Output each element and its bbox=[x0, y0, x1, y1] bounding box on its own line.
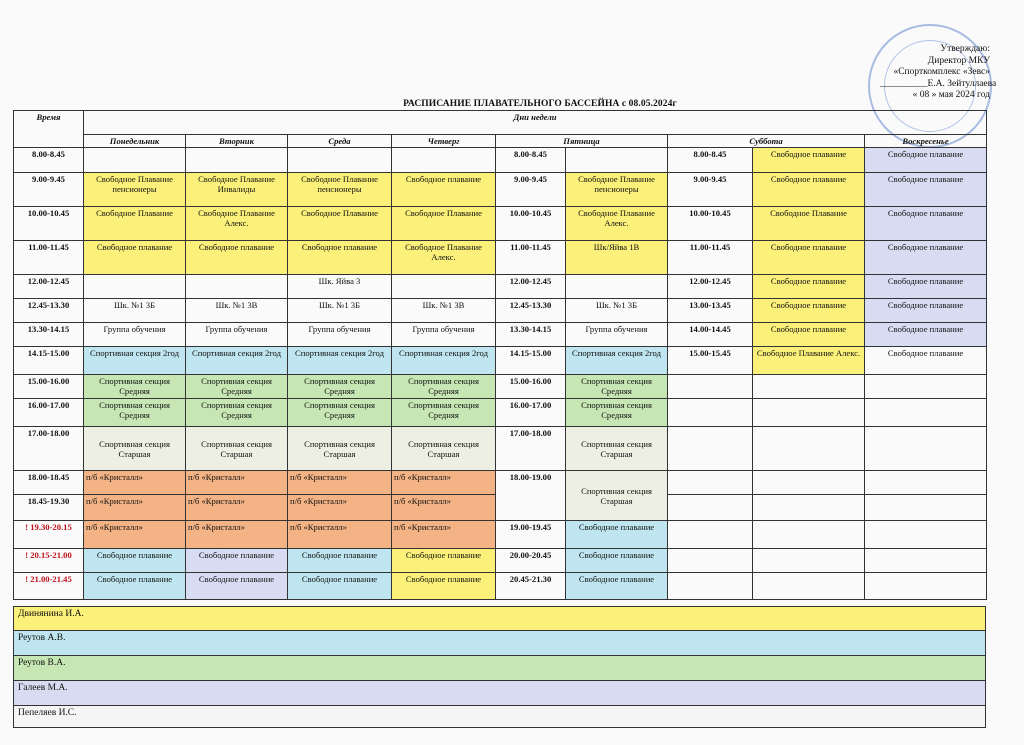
cell-thursday: Свободное Плавание Алекс. bbox=[392, 241, 496, 275]
cell-sunday bbox=[865, 521, 987, 549]
cell-friday-time: 10.00-10.45 bbox=[496, 207, 566, 241]
cell-saturday-time bbox=[668, 521, 753, 549]
cell-friday-time: 20.45-21.30 bbox=[496, 573, 566, 600]
staff-name: Двинянина И.А. bbox=[13, 606, 986, 631]
approval-line: Директор МКУ bbox=[927, 55, 990, 66]
cell-friday-time: 8.00-8.45 bbox=[496, 148, 566, 173]
cell-saturday bbox=[753, 399, 865, 427]
cell-tuesday: Спортивная секция Средняя bbox=[186, 399, 288, 427]
approval-line: __________Е.А. Зейтуллаева bbox=[880, 78, 997, 89]
cell-saturday: Свободное плавание bbox=[753, 299, 865, 323]
header-day-thursday: Четверг bbox=[392, 135, 496, 148]
cell-friday-time: 18.00-19.00 bbox=[496, 471, 566, 521]
cell-saturday-time bbox=[668, 399, 753, 427]
cell-saturday-time bbox=[668, 573, 753, 600]
cell-friday-time: 13.30-14.15 bbox=[496, 323, 566, 347]
cell-tuesday: Свободное плавание bbox=[186, 573, 288, 600]
cell-monday: Свободное Плавание bbox=[84, 207, 186, 241]
cell-monday: Спортивная секция Старшая bbox=[84, 427, 186, 471]
row-time: ! 20.15-21.00 bbox=[14, 549, 84, 573]
cell-tuesday: Спортивная секция Средняя bbox=[186, 375, 288, 399]
cell-sunday: Свободное плавание bbox=[865, 148, 987, 173]
cell-thursday: Спортивная секция Старшая bbox=[392, 427, 496, 471]
cell-saturday bbox=[753, 427, 865, 471]
cell-saturday bbox=[753, 549, 865, 573]
cell-friday-time: 12.45-13.30 bbox=[496, 299, 566, 323]
cell-sunday bbox=[865, 375, 987, 399]
cell-saturday bbox=[753, 521, 865, 549]
cell-saturday-time: 12.00-12.45 bbox=[668, 275, 753, 299]
cell-thursday: п/б «Кристалл» bbox=[392, 495, 496, 521]
schedule-table bbox=[13, 110, 987, 600]
cell-sunday: Свободное плавание bbox=[865, 241, 987, 275]
header-day-friday: Пятница bbox=[496, 135, 668, 148]
cell-tuesday: Шк. №1 3В bbox=[186, 299, 288, 323]
approval-line: « 08 » мая 2024 год bbox=[912, 90, 990, 100]
approval-line: Утверждаю: bbox=[940, 44, 990, 54]
header-day-tuesday: Вторник bbox=[186, 135, 288, 148]
cell-tuesday bbox=[186, 148, 288, 173]
cell-wednesday: п/б «Кристалл» bbox=[288, 495, 392, 521]
row-time: 18.45-19.30 bbox=[14, 495, 84, 521]
cell-wednesday: Группа обучения bbox=[288, 323, 392, 347]
cell-wednesday: п/б «Кристалл» bbox=[288, 471, 392, 495]
document-title: РАСПИСАНИЕ ПЛАВАТЕЛЬНОГО БАССЕЙНА с 08.05.2024г bbox=[403, 99, 677, 109]
cell-friday-time: 20.00-20.45 bbox=[496, 549, 566, 573]
cell-saturday-time: 10.00-10.45 bbox=[668, 207, 753, 241]
cell-thursday: Шк. №1 3В bbox=[392, 299, 496, 323]
header-time: Время bbox=[14, 111, 84, 148]
cell-thursday: п/б «Кристалл» bbox=[392, 521, 496, 549]
cell-friday: Свободное плавание bbox=[566, 549, 668, 573]
cell-friday-time: 14.15-15.00 bbox=[496, 347, 566, 375]
cell-saturday bbox=[753, 471, 865, 495]
row-time: ! 21.00-21.45 bbox=[14, 573, 84, 600]
cell-friday: Свободное Плавание Алекс. bbox=[566, 207, 668, 241]
cell-saturday: Свободное плавание bbox=[753, 241, 865, 275]
cell-friday: Свободное плавание bbox=[566, 573, 668, 600]
cell-saturday bbox=[753, 495, 865, 521]
cell-wednesday: Свободное плавание bbox=[288, 573, 392, 600]
approval-line: «Спорткомплекс «Зевс» bbox=[893, 67, 990, 77]
staff-name: Пепеляев И.С. bbox=[13, 706, 986, 728]
cell-sunday bbox=[865, 427, 987, 471]
cell-monday: Свободное плавание bbox=[84, 549, 186, 573]
cell-saturday: Свободное плавание bbox=[753, 173, 865, 207]
cell-saturday: Свободное Плавание bbox=[753, 207, 865, 241]
cell-saturday: Свободное плавание bbox=[753, 275, 865, 299]
row-time: 12.45-13.30 bbox=[14, 299, 84, 323]
cell-tuesday: п/б «Кристалл» bbox=[186, 471, 288, 495]
cell-sunday bbox=[865, 399, 987, 427]
cell-friday: Спортивная секция 2год bbox=[566, 347, 668, 375]
staff-name: Реутов В.А. bbox=[13, 656, 986, 681]
cell-wednesday: Свободное плавание bbox=[288, 549, 392, 573]
cell-tuesday: п/б «Кристалл» bbox=[186, 521, 288, 549]
cell-tuesday: Свободное плавание bbox=[186, 241, 288, 275]
cell-saturday bbox=[753, 375, 865, 399]
cell-friday-time: 9.00-9.45 bbox=[496, 173, 566, 207]
cell-saturday-time bbox=[668, 427, 753, 471]
header-day-saturday: Суббота bbox=[668, 135, 865, 148]
cell-friday: Спортивная секция Старшая bbox=[566, 471, 668, 521]
header-day-sunday: Воскресенье bbox=[865, 135, 987, 148]
staff-name: Галеев М.А. bbox=[13, 681, 986, 706]
cell-wednesday: Спортивная секция Средняя bbox=[288, 399, 392, 427]
cell-friday-time: 15.00-16.00 bbox=[496, 375, 566, 399]
cell-sunday: Свободное плавание bbox=[865, 173, 987, 207]
staff-name: Реутов А.В. bbox=[13, 631, 986, 656]
cell-thursday: Свободное Плавание bbox=[392, 207, 496, 241]
cell-saturday: Свободное плавание bbox=[753, 148, 865, 173]
cell-monday: п/б «Кристалл» bbox=[84, 471, 186, 495]
row-time: 12.00-12.45 bbox=[14, 275, 84, 299]
cell-monday bbox=[84, 275, 186, 299]
cell-thursday: Спортивная секция Средняя bbox=[392, 375, 496, 399]
header-days-of-week: Дни недели bbox=[84, 111, 987, 135]
cell-friday-time: 16.00-17.00 bbox=[496, 399, 566, 427]
cell-monday: Свободное Плавание пенсионеры bbox=[84, 173, 186, 207]
cell-wednesday: Шк. №1 3Б bbox=[288, 299, 392, 323]
cell-monday: Спортивная секция Средняя bbox=[84, 399, 186, 427]
cell-thursday bbox=[392, 148, 496, 173]
cell-friday-time: 19.00-19.45 bbox=[496, 521, 566, 549]
cell-saturday-time: 8.00-8.45 bbox=[668, 148, 753, 173]
cell-friday: Спортивная секция Старшая bbox=[566, 427, 668, 471]
cell-sunday bbox=[865, 471, 987, 495]
cell-sunday bbox=[865, 573, 987, 600]
cell-sunday: Свободное плавание bbox=[865, 347, 987, 375]
cell-friday-time: 11.00-11.45 bbox=[496, 241, 566, 275]
cell-thursday: Группа обучения bbox=[392, 323, 496, 347]
cell-thursday: Спортивная секция 2год bbox=[392, 347, 496, 375]
header-day-wednesday: Среда bbox=[288, 135, 392, 148]
cell-saturday-time: 15.00-15.45 bbox=[668, 347, 753, 375]
cell-sunday: Свободное плавание bbox=[865, 299, 987, 323]
row-time: 11.00-11.45 bbox=[14, 241, 84, 275]
cell-tuesday: Свободное плавание bbox=[186, 549, 288, 573]
cell-saturday-time: 11.00-11.45 bbox=[668, 241, 753, 275]
cell-saturday-time: 9.00-9.45 bbox=[668, 173, 753, 207]
cell-sunday bbox=[865, 549, 987, 573]
cell-thursday: Свободное плавание bbox=[392, 173, 496, 207]
cell-tuesday: Спортивная секция Старшая bbox=[186, 427, 288, 471]
row-time: 17.00-18.00 bbox=[14, 427, 84, 471]
cell-saturday-time bbox=[668, 375, 753, 399]
cell-saturday: Свободное плавание bbox=[753, 323, 865, 347]
cell-wednesday: Шк. Яйва 3 bbox=[288, 275, 392, 299]
cell-monday: Свободное плавание bbox=[84, 573, 186, 600]
row-time: 18.00-18.45 bbox=[14, 471, 84, 495]
cell-saturday-time: 14.00-14.45 bbox=[668, 323, 753, 347]
cell-monday: п/б «Кристалл» bbox=[84, 521, 186, 549]
cell-friday: Свободное плавание bbox=[566, 521, 668, 549]
cell-friday-time: 12.00-12.45 bbox=[496, 275, 566, 299]
cell-friday: Свободное Плавание пенсионеры bbox=[566, 173, 668, 207]
row-time: 8.00-8.45 bbox=[14, 148, 84, 173]
cell-monday bbox=[84, 148, 186, 173]
cell-wednesday bbox=[288, 148, 392, 173]
cell-friday bbox=[566, 275, 668, 299]
row-time: 15.00-16.00 bbox=[14, 375, 84, 399]
cell-tuesday bbox=[186, 275, 288, 299]
cell-friday-time: 17.00-18.00 bbox=[496, 427, 566, 471]
cell-thursday bbox=[392, 275, 496, 299]
cell-tuesday: Свободное Плавание Инвалиды bbox=[186, 173, 288, 207]
cell-monday: Спортивная секция 2год bbox=[84, 347, 186, 375]
cell-sunday: Свободное плавание bbox=[865, 275, 987, 299]
cell-friday bbox=[566, 148, 668, 173]
cell-thursday: п/б «Кристалл» bbox=[392, 471, 496, 495]
staff-list bbox=[13, 606, 986, 728]
cell-monday: Спортивная секция Средняя bbox=[84, 375, 186, 399]
cell-sunday bbox=[865, 495, 987, 521]
row-time: 10.00-10.45 bbox=[14, 207, 84, 241]
cell-friday: Группа обучения bbox=[566, 323, 668, 347]
cell-tuesday: Группа обучения bbox=[186, 323, 288, 347]
cell-saturday-time bbox=[668, 549, 753, 573]
cell-saturday: Свободное Плавание Алекс. bbox=[753, 347, 865, 375]
cell-wednesday: п/б «Кристалл» bbox=[288, 521, 392, 549]
cell-friday: Шк/Яйва 1В bbox=[566, 241, 668, 275]
cell-friday: Спортивная секция Средняя bbox=[566, 399, 668, 427]
header-day-monday: Понедельник bbox=[84, 135, 186, 148]
cell-saturday-time bbox=[668, 471, 753, 495]
cell-tuesday: п/б «Кристалл» bbox=[186, 495, 288, 521]
cell-thursday: Спортивная секция Средняя bbox=[392, 399, 496, 427]
cell-friday: Шк. №1 3Б bbox=[566, 299, 668, 323]
cell-monday: Шк. №1 3Б bbox=[84, 299, 186, 323]
approval-block bbox=[880, 44, 997, 102]
cell-friday: Спортивная секция Средняя bbox=[566, 375, 668, 399]
cell-wednesday: Свободное Плавание пенсионеры bbox=[288, 173, 392, 207]
row-time: 9.00-9.45 bbox=[14, 173, 84, 207]
cell-thursday: Свободное плавание bbox=[392, 549, 496, 573]
cell-saturday-time bbox=[668, 495, 753, 521]
cell-saturday-time: 13.00-13.45 bbox=[668, 299, 753, 323]
row-time: 13.30-14.15 bbox=[14, 323, 84, 347]
cell-tuesday: Спортивная секция 2год bbox=[186, 347, 288, 375]
row-time: ! 19.30-20.15 bbox=[14, 521, 84, 549]
cell-wednesday: Свободное Плавание bbox=[288, 207, 392, 241]
cell-monday: Группа обучения bbox=[84, 323, 186, 347]
cell-wednesday: Спортивная секция Старшая bbox=[288, 427, 392, 471]
cell-monday: Свободное плавание bbox=[84, 241, 186, 275]
cell-monday: п/б «Кристалл» bbox=[84, 495, 186, 521]
cell-tuesday: Свободное Плавание Алекс. bbox=[186, 207, 288, 241]
cell-sunday: Свободное плавание bbox=[865, 323, 987, 347]
cell-sunday: Свободное плавание bbox=[865, 207, 987, 241]
cell-wednesday: Свободное плавание bbox=[288, 241, 392, 275]
cell-thursday: Свободное плавание bbox=[392, 573, 496, 600]
cell-wednesday: Спортивная секция 2год bbox=[288, 347, 392, 375]
row-time: 14.15-15.00 bbox=[14, 347, 84, 375]
row-time: 16.00-17.00 bbox=[14, 399, 84, 427]
cell-wednesday: Спортивная секция Средняя bbox=[288, 375, 392, 399]
cell-saturday bbox=[753, 573, 865, 600]
